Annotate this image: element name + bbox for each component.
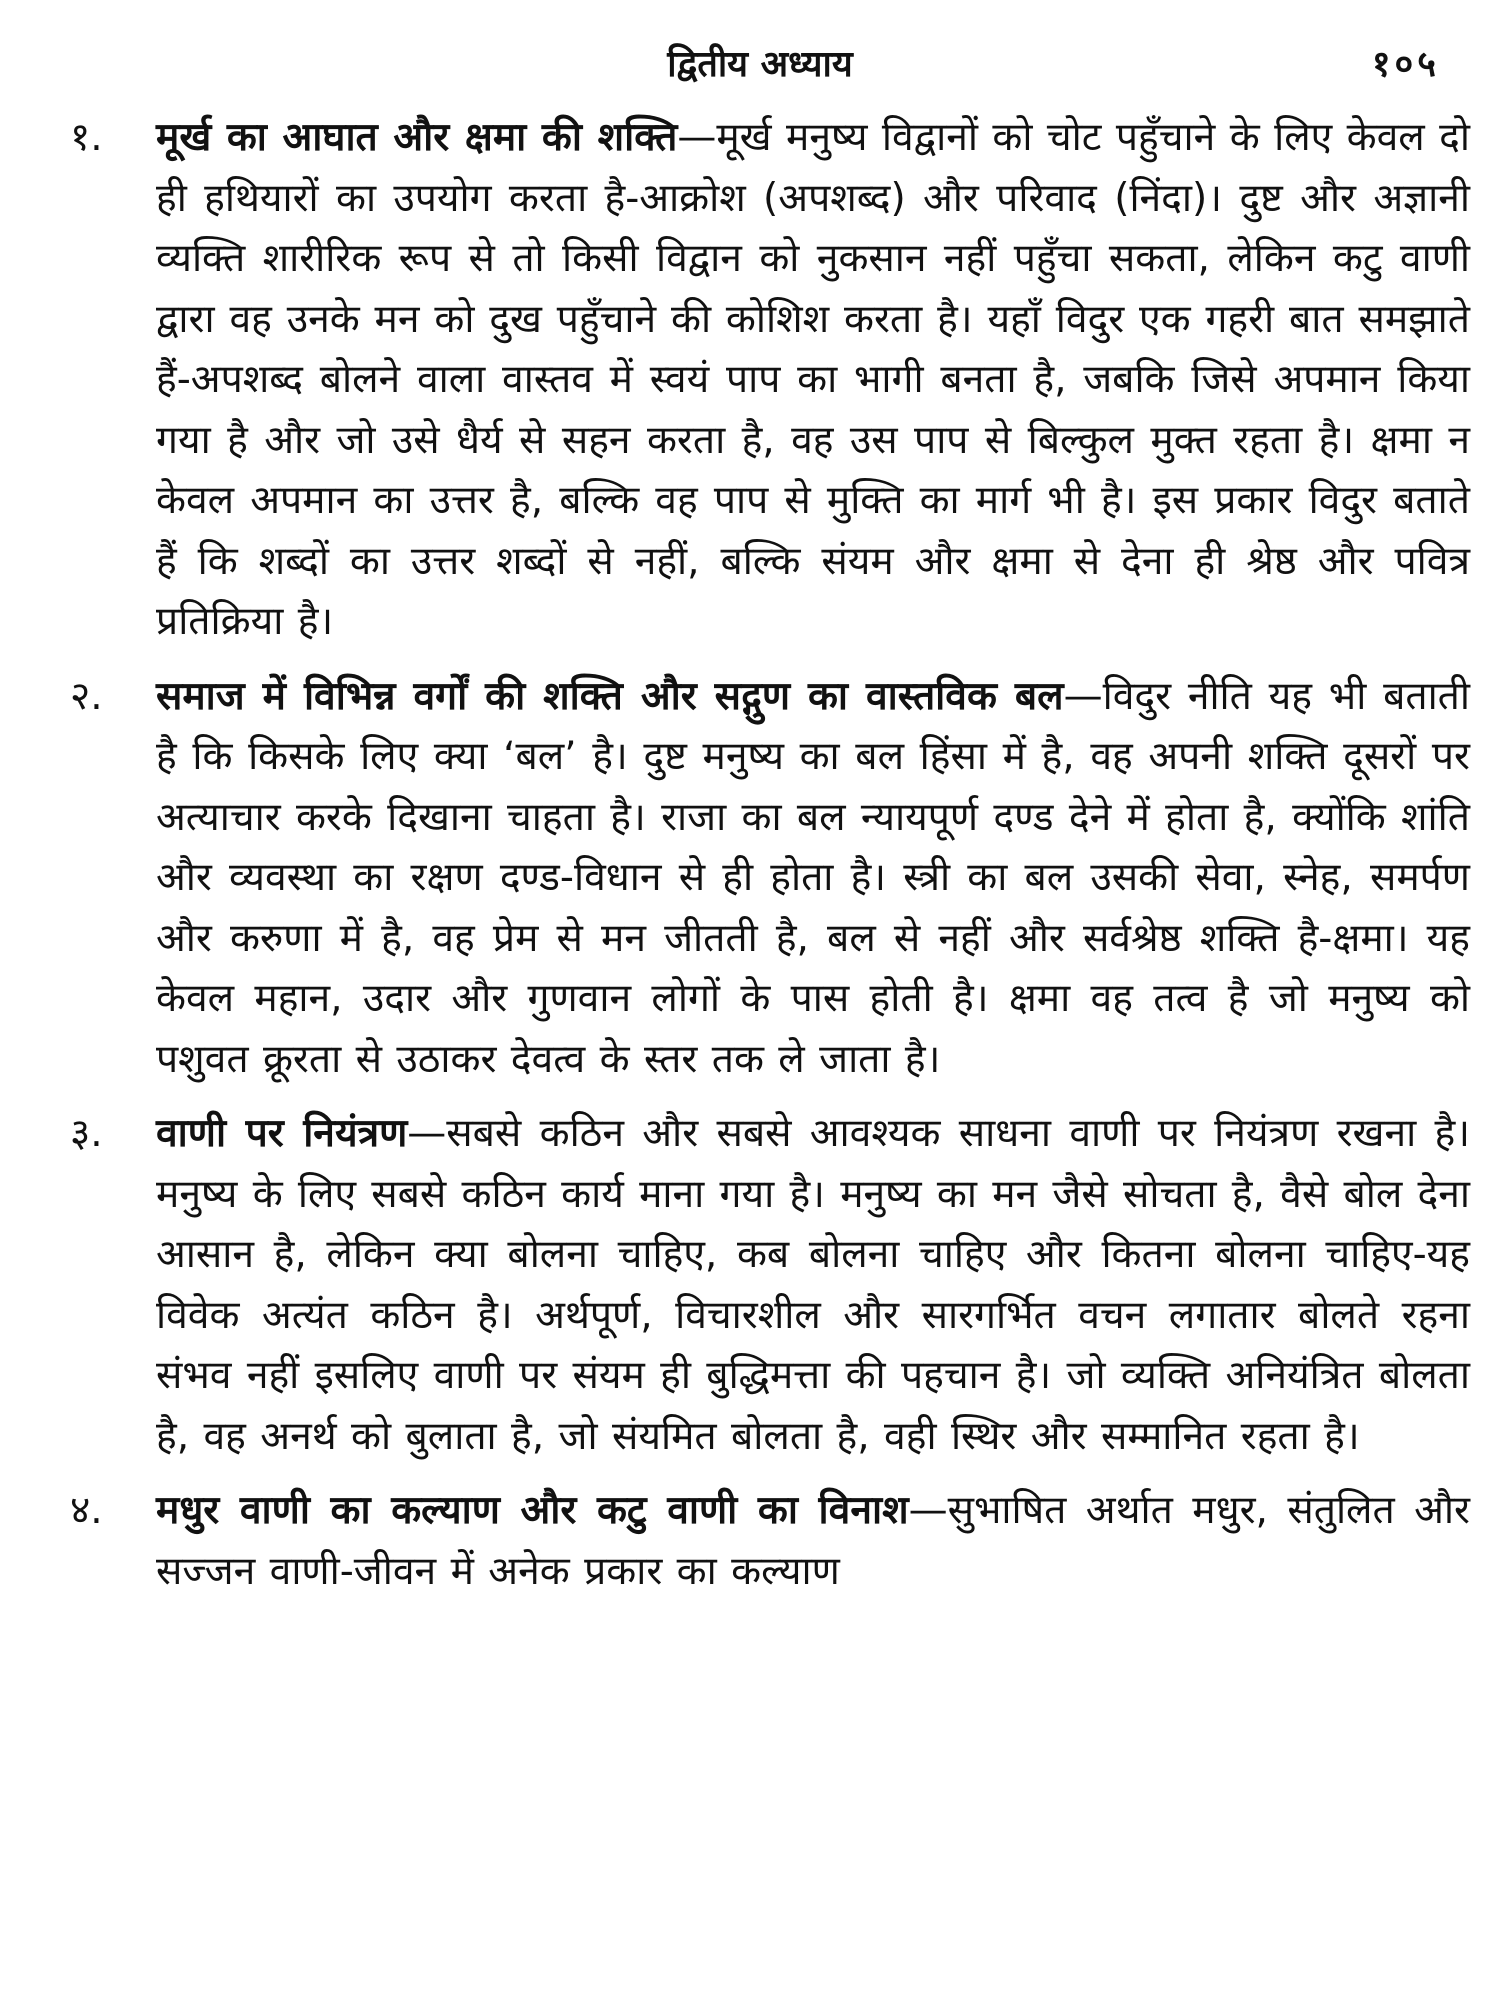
chapter-title: द्वितीय अध्याय (667, 44, 853, 85)
paragraph-heading: वाणी पर नियंत्रण (156, 1111, 408, 1156)
paragraph-number: ४. (70, 1488, 103, 1533)
paragraph-text: —विदुर नीति यह भी बताती है कि किसके लिए क्या ‘बल’ है। दुष्ट मनुष्य का बल हिंसा में है, वह अपनी शक्ति दूसरों पर अत्याचार करके दिखाना चाहता है। राजा का बल न्यायपूर्ण दण्ड देने में होता है, क्योंकि शांति और व्यवस्था का रक्षण दण्ड-विधान से ही होता है। स्त्री का बल उसकी सेवा, स्नेह, समर्पण और करुणा में है, वह प्रेम से मन जीतती है, बल से नहीं और सर्वश्रेष्ठ शक्ति है-क्षमा। यह केवल महान, उदार और गुणवान लोगों के पास होती है। क्षमा वह तत्व है जो मनुष्य को पशुवत क्रूरता से उठाकर देवत्व के स्तर तक ले जाता है। (156, 673, 1470, 1082)
numbered-paragraph (70, 667, 1470, 1091)
paragraph-text: —मूर्ख मनुष्य विद्वानों को चोट पहुँचाने के लिए केवल दो ही हथियारों का उपयोग करता है-आक्रोश (अपशब्द) और परिवाद (निंदा)। दुष्ट और अज्ञानी व्यक्ति शारीरिक रूप से तो किसी विद्वान को नुकसान नहीं पहुँचा सकता, लेकिन कटु वाणी द्वारा वह उनके मन को दुख पहुँचाने की कोशिश करता है। यहाँ विदुर एक गहरी बात समझाते हैं-अपशब्द बोलने वाला वास्तव में स्वयं पाप का भागी बनता है, जबकि जिसे अपमान किया गया है और जो उसे धैर्य से सहन करता है, वह उस पाप से बिल्कुल मुक्त रहता है। क्षमा न केवल अपमान का उत्तर है, बल्कि वह पाप से मुक्ति का मार्ग भी है। इस प्रकार विदुर बताते हैं कि शब्दों का उत्तर शब्दों से नहीं, बल्कि संयम और क्षमा से देना ही श्रेष्ठ और पवित्र प्रतिक्रिया है। (156, 115, 1470, 644)
paragraph-body (156, 1104, 1470, 1467)
numbered-paragraph (70, 1481, 1470, 1602)
paragraph-body (156, 667, 1470, 1091)
page-number: १०५ (1371, 44, 1440, 85)
paragraph-body (156, 1481, 1470, 1602)
paragraph-heading: मूर्ख का आघात और क्षमा की शक्ति (156, 115, 678, 160)
paragraph-text: —सुभाषित अर्थात मधुर, संतुलित और सज्जन वाणी-जीवन में अनेक प्रकार का कल्याण (156, 1488, 1470, 1594)
page-content (70, 108, 1470, 1616)
page-header (80, 40, 1440, 90)
paragraph-body (156, 108, 1470, 653)
paragraph-number: २. (70, 673, 103, 719)
paragraph-heading: मधुर वाणी का कल्याण और कटु वाणी का विनाश (156, 1488, 909, 1533)
paragraph-text: —सबसे कठिन और सबसे आवश्यक साधना वाणी पर नियंत्रण रखना है। मनुष्य के लिए सबसे कठिन कार्य माना गया है। मनुष्य का मन जैसे सोचता है, वैसे बोल देना आसान है, लेकिन क्या बोलना चाहिए, कब बोलना चाहिए और कितना बोलना चाहिए-यह विवेक अत्यंत कठिन है। अर्थपूर्ण, विचारशील और सारगर्भित वचन लगातार बोलते रहना संभव नहीं इसलिए वाणी पर संयम ही बुद्धिमत्ता की पहचान है। जो व्यक्ति अनियंत्रित बोलता है, वह अनर्थ को बुलाता है, जो संयमित बोलता है, वही स्थिर और सम्मानित रहता है। (156, 1111, 1471, 1459)
paragraph-number: ३. (70, 1111, 103, 1156)
paragraph-heading: समाज में विभिन्न वर्गों की शक्ति और सद्गुण का वास्तविक बल (156, 673, 1064, 719)
numbered-paragraph (70, 1104, 1470, 1467)
paragraph-number: १. (70, 115, 103, 160)
numbered-paragraph (70, 108, 1470, 653)
